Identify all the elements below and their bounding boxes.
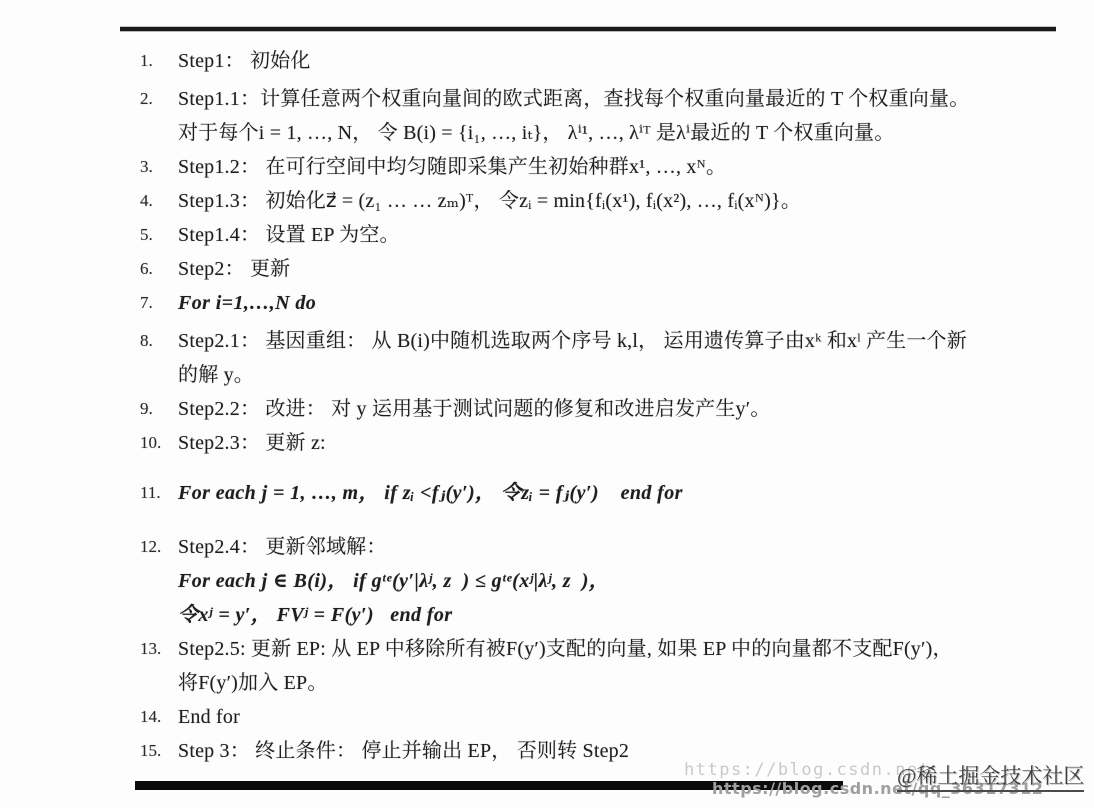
item-number: 3. — [140, 157, 153, 176]
algorithm-line: Step1.4： 设置 EP 为空。 — [178, 224, 400, 246]
algorithm-line: For each j ∈ B(i)， if gᵗᵉ(y′|λʲ, z ) ≤ gᵗᵉ(xʲ|λʲ, z )， — [178, 570, 610, 592]
algorithm-line: 的解 y。 — [178, 364, 254, 386]
item-number: 7. — [140, 293, 153, 312]
item-number: 15. — [140, 741, 162, 760]
list-item-12 — [140, 530, 1058, 632]
item-number: 8. — [140, 331, 153, 350]
list-item-2 — [140, 82, 1058, 150]
item-number: 11. — [140, 483, 161, 502]
watermark-url: https://blog.csdn.net — [684, 760, 931, 780]
algorithm-list — [140, 44, 1058, 768]
algorithm-line: Step2.4： 更新邻域解： — [178, 536, 387, 558]
algorithm-line: Step2.2： 改进： 对 y 运用基于测试问题的修复和改进启发产生y′。 — [178, 398, 771, 420]
item-number: 13. — [140, 639, 162, 658]
watermark-url-2: https://blog.csdn.net/qq_36317312 — [712, 779, 1044, 798]
item-number: 1. — [140, 51, 153, 70]
watermark-handle: @稀土掘金技术社区 — [897, 760, 1084, 792]
item-number: 14. — [140, 707, 162, 726]
algorithm-line: End for — [178, 706, 240, 728]
list-item-8 — [140, 324, 1058, 392]
list-item-6 — [140, 252, 1058, 286]
list-item-5 — [140, 218, 1058, 252]
list-item-7 — [140, 286, 1058, 320]
algorithm-line: Step1.1：计算任意两个权重向量间的欧式距离，查找每个权重向量最近的 T 个权重向量。 — [178, 88, 970, 110]
algorithm-line: Step 3： 终止条件： 停止并输出 EP， 否则转 Step2 — [178, 740, 630, 762]
algorithm-line: Step1： 初始化 — [178, 50, 311, 72]
algorithm-line: Step1.3： 初始化z⃗ = (z₁ … … zₘ)ᵀ， 令zᵢ = min{fᵢ(x¹), fᵢ(x²), …, fᵢ(xᴺ)}。 — [178, 190, 802, 212]
list-item-13 — [140, 632, 1058, 700]
item-number: 12. — [140, 537, 162, 556]
item-number: 9. — [140, 399, 153, 418]
list-item-3 — [140, 150, 1058, 184]
item-number: 4. — [140, 191, 153, 210]
list-item-10 — [140, 426, 1058, 460]
list-item-4 — [140, 184, 1058, 218]
top-rule — [120, 27, 1056, 31]
algorithm-line: For each j = 1, …, m， if zᵢ <fⱼ(y′)， 令zᵢ = fⱼ(y′) end for — [178, 482, 683, 504]
algorithm-line: 令xʲ = y′， FVʲ = F(y′) end for — [178, 604, 453, 626]
list-item-14 — [140, 700, 1058, 734]
algorithm-line: 将F(y′)加入 EP。 — [178, 672, 328, 694]
item-number: 5. — [140, 225, 153, 244]
algorithm-line: Step2： 更新 — [178, 258, 291, 280]
list-item-9 — [140, 392, 1058, 426]
algorithm-line: For i=1,…,N do — [178, 292, 317, 314]
list-item-11 — [140, 476, 1058, 510]
item-number: 2. — [140, 89, 153, 108]
algorithm-line: Step2.1： 基因重组： 从 B(i)中随机选取两个序号 k,l， 运用遗传算子由xᵏ 和xˡ 产生一个新 — [178, 330, 967, 352]
algorithm-line: Step1.2： 在可行空间中均匀随即采集产生初始种群x¹, …, xᴺ。 — [178, 156, 727, 178]
item-number: 6. — [140, 259, 153, 278]
list-item-1 — [140, 44, 1058, 78]
algorithm-line: Step2.5: 更新 EP: 从 EP 中移除所有被F(y′)支配的向量, 如果 EP 中的向量都不支配F(y′)， — [178, 638, 953, 660]
algorithm-line: Step2.3： 更新 z: — [178, 432, 326, 454]
item-number: 10. — [140, 433, 162, 452]
algorithm-line: 对于每个i = 1, …, N， 令 B(i) = {i₁, …, iₜ}， λⁱ¹, …, λⁱᵀ 是λⁱ最近的 T 个权重向量。 — [178, 122, 895, 144]
